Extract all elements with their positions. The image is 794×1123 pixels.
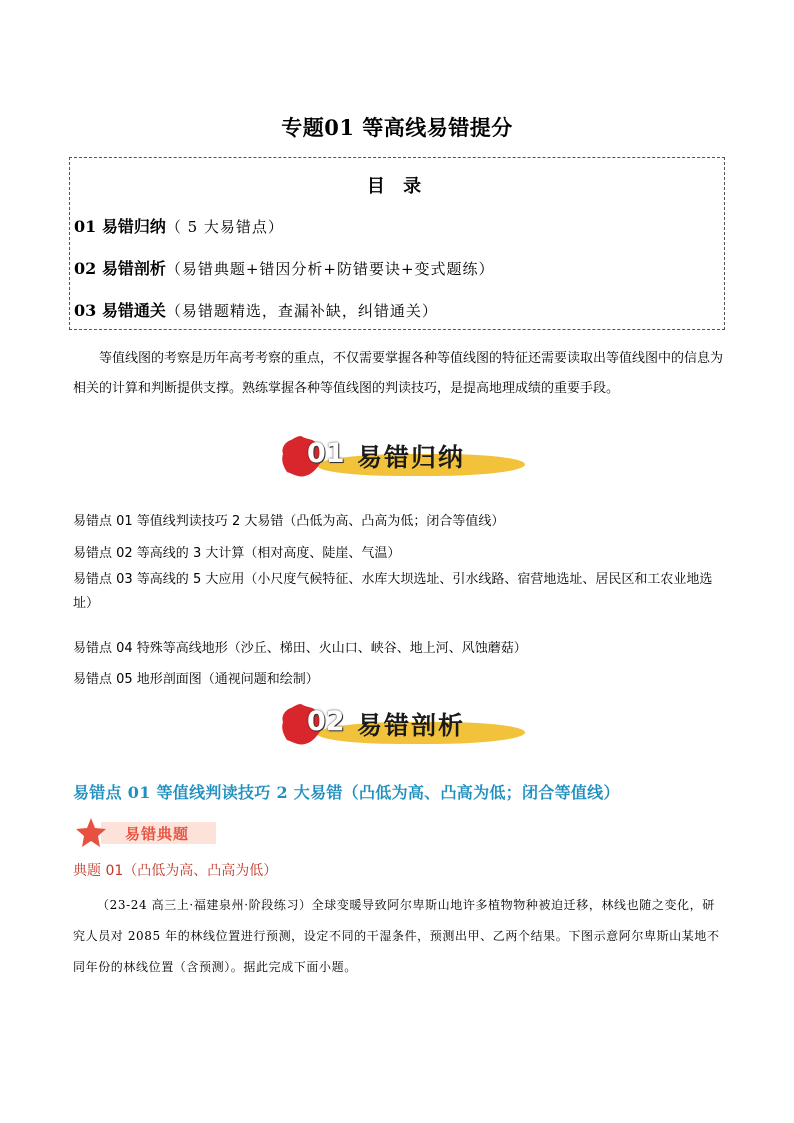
toc-item [74,256,495,279]
toc-item-label: 03 易错通关 [74,301,166,320]
example-title: 典题 01（凸低为高、凸高为低） [73,863,278,879]
toc-item [74,298,438,321]
section-number: 02 [307,706,345,737]
example-tag [73,818,218,848]
toc-item-label: 01 易错归纳 [74,217,166,236]
toc-item-desc: （易错题精选，查漏补缺，纠错通关） [165,302,438,320]
tag-label: 易错典题 [125,825,190,843]
section-number: 01 [307,438,345,469]
toc-item-label: 02 易错剖析 [74,259,166,278]
intro-text: 等值线图的考察是历年高考考察的重点，不仅需要掌握各种等值线图的特征还需要读取出等值线图中的信息为相关的计算和判断提供支撑。熟练掌握各种等值线图的判读技巧，是提高地理成绩的重要手段。 [73,351,724,396]
list-item: 易错点 04 特殊等高线地形（沙丘、梯田、火山口、峡谷、地上河、风蚀蘑菇） [73,641,527,656]
toc-item-desc: （ 5 大易错点） [165,218,284,236]
section-title: 易错剖析 [357,711,466,740]
page-title: 专题01 等高线易错提分 [281,115,513,140]
toc-item [74,214,284,237]
toc-item-desc: （易错典题+错因分析+防错要诀+变式题练） [165,260,495,278]
list-item: 易错点 01 等值线判读技巧 2 大易错（凸低为高、凸高为低；闭合等值线） [73,514,505,529]
intro-paragraph [73,344,723,404]
section-title: 易错归纳 [357,443,466,472]
example-body [73,890,723,983]
list-item: 易错点 02 等高线的 3 大计算（相对高度、陡崖、气温） [73,546,401,561]
example-text: （23-24 高三上·福建泉州·阶段练习）全球变暖导致阿尔卑斯山地许多植物物种被迫迁移，林线也随之变化，研究人员对 2085 年的林线位置进行预测，设定不同的干湿条件，预测出甲、乙两个结果。下图示意阿尔卑斯山某地不同年份的林线位置（含预测）。据此完成下面小题。 [73,898,720,974]
list-item: 易错点 05 地形剖面图（通视问题和绘制） [73,672,319,687]
star-icon [73,816,109,850]
section-banner-1 [277,432,527,484]
error-point-heading: 易错点 01 等值线判读技巧 2 大易错（凸低为高、凸高为低；闭合等值线） [73,783,620,802]
table-of-contents [69,157,725,330]
toc-heading: 目 录 [366,176,428,197]
section-banner-2 [277,700,527,752]
list-item: 易错点 03 等高线的 5 大应用（小尺度气候特征、水库大坝选址、引水线路、宿营地选址、居民区和工农业地选址） [73,572,713,611]
